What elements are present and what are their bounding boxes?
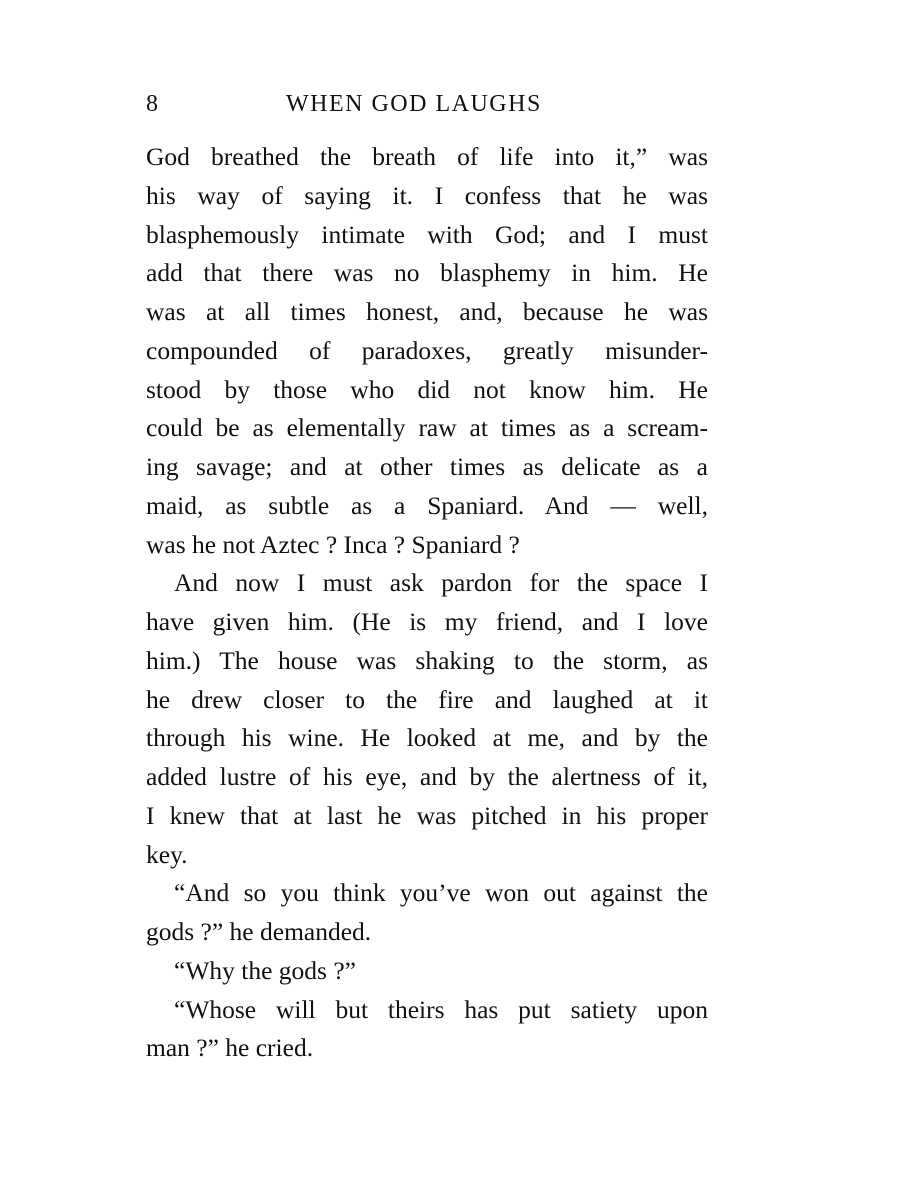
text-line: was at all times honest, and, because he was [146, 297, 708, 326]
text-line: man ?” he cried. [146, 1033, 314, 1063]
running-head [146, 86, 706, 122]
text-line: he drew closer to the fire and laughed at it [146, 684, 708, 714]
text-line: stood by those who did not know him. He [146, 374, 708, 404]
text-line: compounded of paradoxes, greatly misunder- [146, 335, 708, 365]
text-line: I knew that at last he was pitched in his proper [146, 800, 708, 830]
text-line: “Why the gods ?” [174, 955, 356, 985]
text-line: And now I must ask pardon for the space I [174, 568, 708, 598]
text-line: through his wine. He looked at me, and by the [146, 723, 708, 753]
text-line: his way of saying it. I confess that he was [146, 180, 708, 210]
text-line: “And so you think you’ve won out against the [174, 878, 708, 908]
text-line: him.) The house was shaking to the storm, as [146, 645, 708, 675]
text-line: maid, as subtle as a Spaniard. And — well, [146, 490, 708, 520]
page-number: 8 [146, 91, 158, 117]
text-line: “Whose will but theirs has put satiety upon [174, 994, 708, 1024]
text-line: blasphemously intimate with God; and I must [146, 219, 708, 249]
text-line: gods ?” he demanded. [146, 917, 372, 946]
text-line: have given him. (He is my friend, and I love [146, 607, 708, 636]
running-title: WHEN GOD LAUGHS [286, 91, 542, 117]
text-line: added lustre of his eye, and by the alertness of it, [146, 762, 708, 791]
text-line: ing savage; and at other times as delicate as a [146, 452, 708, 481]
text-line: add that there was no blasphemy in him. He [146, 258, 708, 288]
text-line: key. [146, 839, 188, 869]
text-line: God breathed the breath of life into it,” was [146, 142, 708, 171]
body-text [146, 138, 708, 1068]
text-line: was he not Aztec ? Inca ? Spaniard ? [146, 529, 520, 559]
text-line: could be as elementally raw at times as a scream- [146, 413, 708, 443]
